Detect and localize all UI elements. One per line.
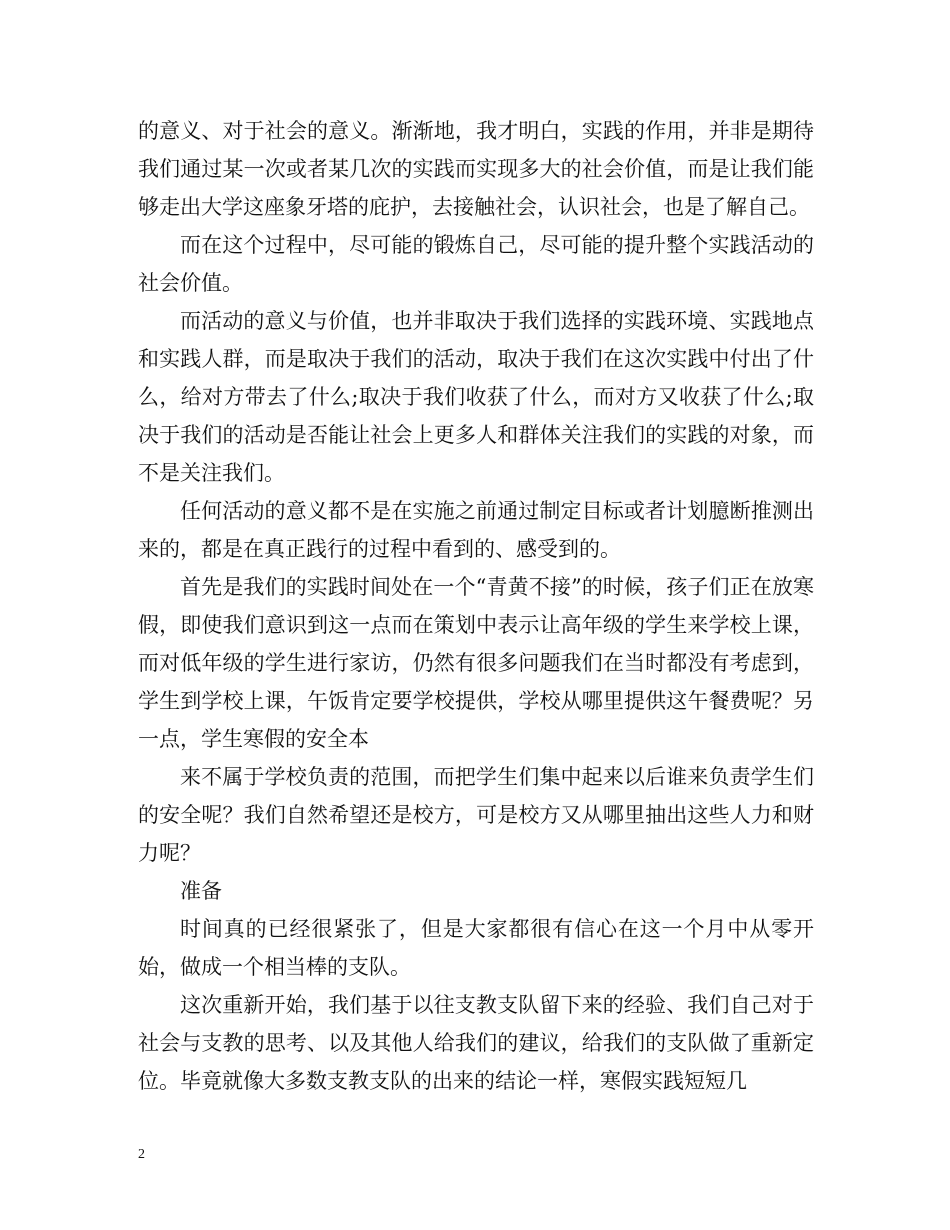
paragraph-8: 这次重新开始，我们基于以往支教支队留下来的经验、我们自己对于社会与支教的思考、以及其他人给我们的建议，给我们的支队做了重新定位。毕竟就像大多数支教支队的出来的结论一样，寒假实践短短几: [138, 993, 814, 1093]
paragraph-4: 任何活动的意义都不是在实施之前通过制定目标或者计划臆断推测出来的，都是在真正践行的过程中看到的、感受到的。: [138, 499, 814, 561]
paragraph-2: 而在这个过程中，尽可能的锻炼自己，尽可能的提升整个实践活动的社会价值。: [138, 233, 814, 295]
paragraph-7: 时间真的已经很紧张了，但是大家都很有信心在这一个月中从零开始，做成一个相当棒的支队。: [138, 917, 814, 979]
paragraph-5: 首先是我们的实践时间处在一个“青黄不接”的时候，孩子们正在放寒假，即使我们意识到这一点而在策划中表示让高年级的学生来学校上课，而对低年级的学生进行家访，仍然有很多问题我们在当时都没有考虑到，学生到学校上课，午饭肯定要学校提供，学校从哪里提供这午餐费呢？另一点，学生寒假的安全本: [138, 575, 814, 751]
paragraph-1: 的意义、对于社会的意义。渐渐地，我才明白，实践的作用，并非是期待我们通过某一次或者某几次的实践而实现多大的社会价值，而是让我们能够走出大学这座象牙塔的庇护，去接触社会，认识社会，也是了解自己。: [138, 119, 814, 219]
page-number: 2: [138, 1147, 145, 1162]
section-heading: 准备: [180, 879, 222, 903]
document-body: [138, 112, 814, 1100]
paragraph-6: 来不属于学校负责的范围，而把学生们集中起来以后谁来负责学生们的安全呢？我们自然希望还是校方，可是校方又从哪里抽出这些人力和财力呢？: [138, 765, 814, 865]
paragraph-3: 而活动的意义与价值，也并非取决于我们选择的实践环境、实践地点和实践人群，而是取决于我们的活动，取决于我们在这次实践中付出了什么，给对方带去了什么;取决于我们收获了什么，而对方又收获了什么;取决于我们的活动是否能让社会上更多人和群体关注我们的实践的对象，而不是关注我们。: [138, 309, 814, 485]
